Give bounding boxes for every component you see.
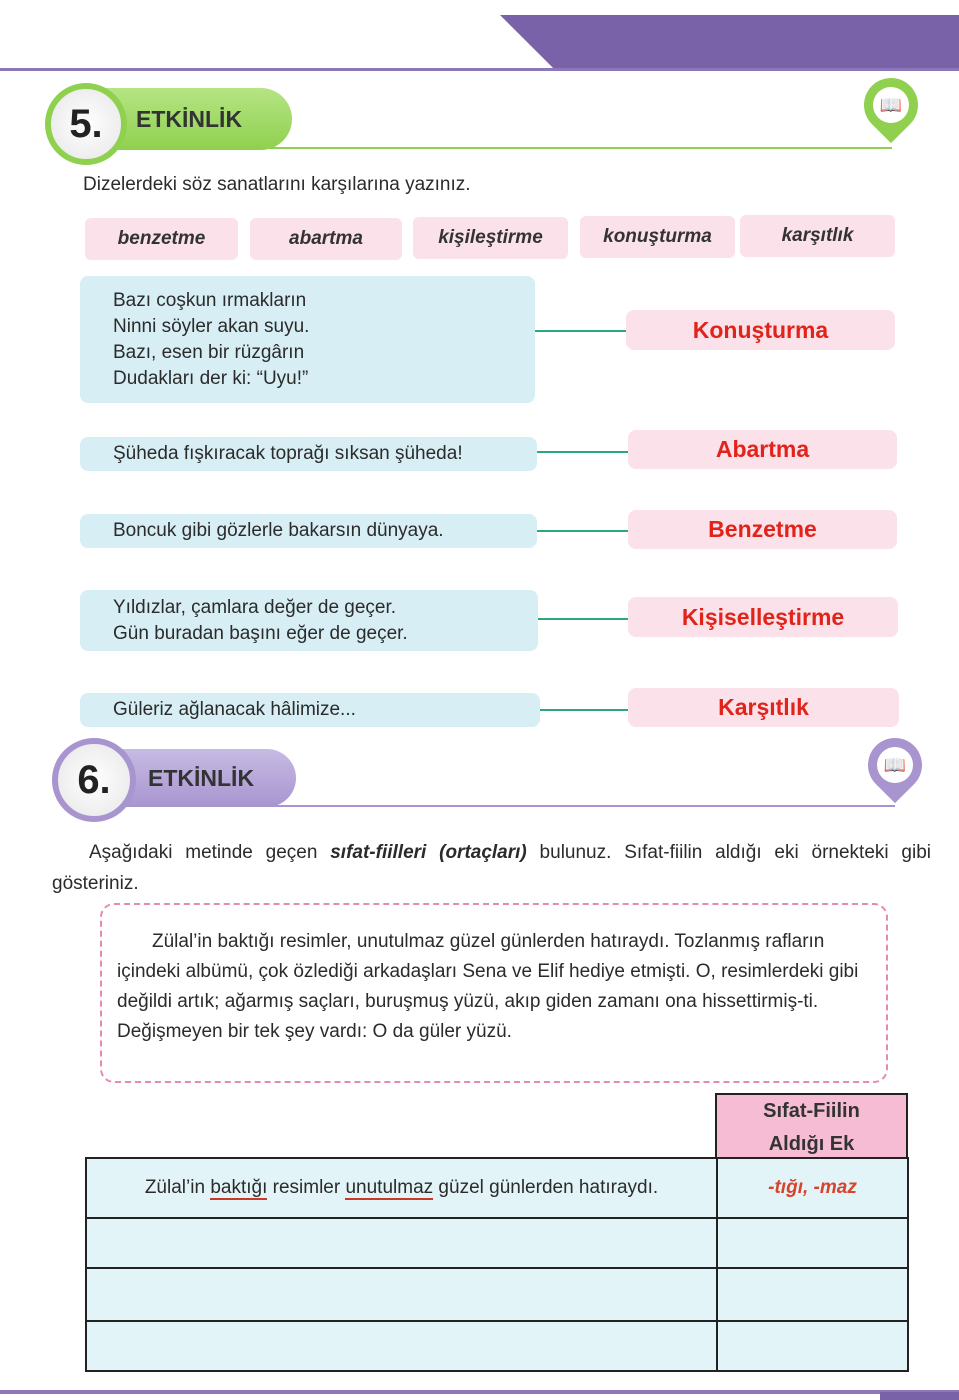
instruction-text: Aşağıdaki metinde geçen bbox=[89, 842, 331, 863]
verse-line: Bazı coşkun ırmakların bbox=[113, 289, 307, 311]
verse-line: Güleriz ağlanacak hâlimize... bbox=[113, 699, 356, 720]
table-header-suffix bbox=[715, 1093, 908, 1159]
example-sentence: Zülal’in baktığı resimler unutulmaz güzel günlerden hatıraydı. bbox=[86, 1158, 717, 1218]
activity5-instruction: Dizelerdeki söz sanatlarını karşılarına yazınız. bbox=[83, 174, 471, 195]
table-row bbox=[86, 1268, 908, 1321]
connector-line bbox=[537, 530, 628, 532]
header-line: Aldığı Ek bbox=[768, 1133, 855, 1155]
example-suffix: -tığı, -maz bbox=[717, 1158, 908, 1218]
verse-line: Gün buradan başını eğer de geçer. bbox=[113, 622, 408, 644]
table-row bbox=[86, 1218, 908, 1268]
sentence-cell[interactable] bbox=[86, 1268, 717, 1321]
answer-box[interactable]: Abartma bbox=[628, 430, 897, 469]
connector-line bbox=[538, 618, 628, 620]
activity5-title: ETKİNLİK bbox=[136, 105, 243, 132]
option-chip: benzetme bbox=[85, 218, 238, 260]
header-line: Sıfat-Fiilin bbox=[763, 1100, 860, 1122]
suffix-cell[interactable] bbox=[717, 1321, 908, 1371]
book-icon: 📖 bbox=[857, 727, 933, 803]
activity5-number: 5. bbox=[45, 83, 127, 165]
verse-line: Dudakları der ki: “Uyu!” bbox=[113, 367, 309, 389]
book-icon: 📖 bbox=[853, 67, 929, 143]
sentence-cell[interactable] bbox=[86, 1321, 717, 1371]
footer-line bbox=[0, 1390, 959, 1394]
page-number-tab bbox=[880, 1392, 959, 1400]
passage-box bbox=[100, 903, 888, 1083]
instruction-text: bulunuz. Sıfat-fiilin aldığı eki örnekteki gibi gösteriniz. bbox=[52, 842, 931, 894]
verse-line: Şüheda fışkıracak toprağı sıksan şüheda! bbox=[113, 443, 463, 464]
header-divider bbox=[0, 68, 959, 71]
connector-line bbox=[535, 330, 626, 332]
verse-box bbox=[80, 693, 540, 727]
verse-line: Yıldızlar, çamlara değer de geçer. bbox=[113, 596, 397, 618]
option-chip: karşıtlık bbox=[740, 215, 895, 257]
verse-box bbox=[80, 514, 537, 548]
suffix-cell[interactable] bbox=[717, 1218, 908, 1268]
instruction-emphasis: sıfat-fiilleri (ortaçları) bbox=[330, 842, 527, 863]
verse-line: Ninni söyler akan suyu. bbox=[113, 315, 310, 337]
option-chip: abartma bbox=[250, 218, 402, 260]
option-chip: konuşturma bbox=[580, 216, 735, 258]
verse-box bbox=[80, 437, 537, 471]
answer-box[interactable]: Kişiselleştirme bbox=[628, 597, 898, 637]
connector-line bbox=[540, 709, 628, 711]
passage-text: Zülal’in baktığı resimler, unutulmaz güzel günlerden hatıraydı. Tozlanmış rafların içindeki albümü, çok özlediği arkadaşları Sena ve Elif hediye etmişti. O, resimlerdeki gibi değildi artık; ağarmış saçları, buruşmuş yüzü, akıp giden zamanı ona hissettirmiş-ti. Değişmeyen bir tek şey vardı: O da güler yüzü. bbox=[117, 931, 859, 1042]
activity6-number: 6. bbox=[52, 738, 136, 822]
suffix-cell[interactable] bbox=[717, 1268, 908, 1321]
answer-box[interactable]: Konuşturma bbox=[626, 310, 895, 350]
sentence-cell[interactable] bbox=[86, 1218, 717, 1268]
verse-box bbox=[80, 276, 535, 403]
answer-table bbox=[85, 1157, 909, 1372]
verse-line: Bazı, esen bir rüzgârın bbox=[113, 341, 305, 363]
verse-box bbox=[80, 590, 538, 651]
connector-line bbox=[537, 451, 628, 453]
table-row bbox=[86, 1158, 908, 1218]
activity5-underline bbox=[120, 147, 892, 149]
verse-line: Boncuk gibi gözlerle bakarsın dünyaya. bbox=[113, 520, 444, 541]
option-chip: kişileştirme bbox=[413, 217, 568, 259]
activity6-title: ETKİNLİK bbox=[148, 764, 255, 791]
activity6-instruction bbox=[52, 837, 931, 899]
table-row bbox=[86, 1321, 908, 1371]
header-band bbox=[500, 15, 959, 70]
answer-box[interactable]: Benzetme bbox=[628, 510, 897, 549]
activity6-underline bbox=[130, 805, 895, 807]
answer-box[interactable]: Karşıtlık bbox=[628, 688, 899, 727]
